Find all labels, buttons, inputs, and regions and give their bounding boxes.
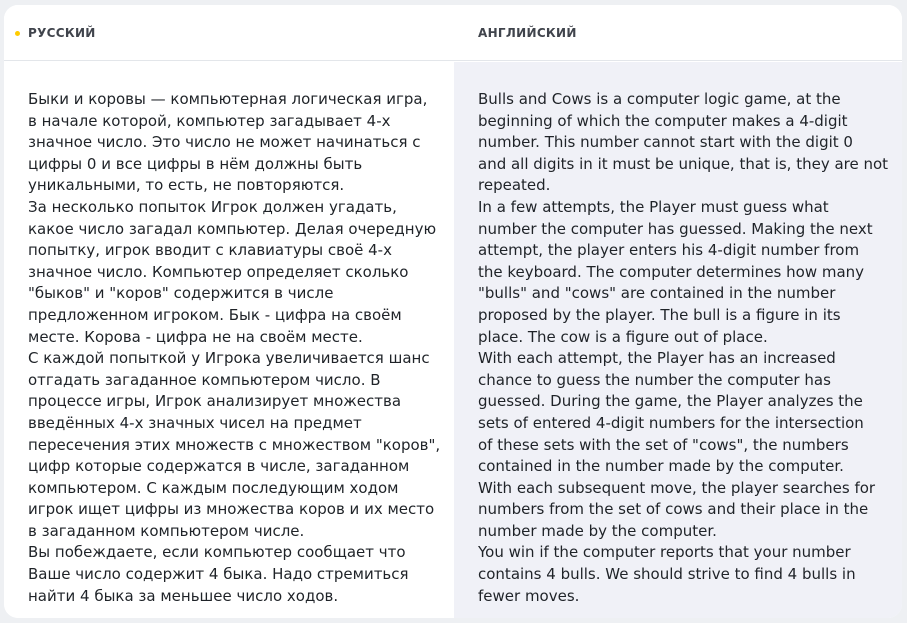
- source-text-input[interactable]: [28, 89, 440, 607]
- source-text-line: отгадать загаданное компьютером число. В: [28, 370, 381, 389]
- target-text-line: contains 4 bulls. We should strive to find 4 bulls in: [478, 565, 856, 584]
- target-text-line: sets of entered 4-digit numbers for the intersection: [478, 413, 864, 432]
- target-text-line: In a few attempts, the Player must guess what: [478, 197, 829, 216]
- translation-output: [478, 89, 890, 607]
- target-text-line: repeated.: [478, 176, 551, 195]
- target-text-line: place. The cow is a figure out of place.: [478, 327, 768, 346]
- target-text-line: fewer moves.: [478, 586, 580, 605]
- source-text-line: месте. Корова - цифра не на своём месте.: [28, 327, 363, 346]
- target-text-line: number the computer has guessed. Making the next: [478, 219, 873, 238]
- target-text-line: With each attempt, the Player has an increased: [478, 349, 836, 368]
- source-text-line: попытку, игрок вводит с клавиатуры своё 4-х: [28, 241, 392, 260]
- translation-panel: [454, 62, 902, 618]
- target-text-line: number made by the computer.: [478, 521, 717, 540]
- active-language-dot-icon: [15, 31, 20, 36]
- source-text-line: За несколько попыток Игрок должен угадать,: [28, 197, 397, 216]
- target-text-line: contained in the number made by the computer.: [478, 457, 844, 476]
- target-text-line: and all digits in it must be unique, that is, they are not: [478, 154, 889, 173]
- target-text-line: "bulls" and "cows" are contained in the number: [478, 284, 836, 303]
- source-text-line: цифры 0 и все цифры в нём должны быть: [28, 154, 363, 173]
- target-text-line: numbers from the set of cows and their place in the: [478, 500, 869, 519]
- source-text-line: С каждой попыткой у Игрока увеличивается шанс: [28, 349, 430, 368]
- source-text-line: Ваше число содержит 4 быка. Надо стремиться: [28, 565, 409, 584]
- source-text-line: введённых 4-х значных чисел на предмет: [28, 413, 362, 432]
- source-text-line: Быки и коровы — компьютерная логическая игра,: [28, 90, 428, 108]
- source-text-line: предложенном игроком. Бык - цифра на своём: [28, 305, 402, 324]
- target-text-line: guessed. During the game, the Player analyzes the: [478, 392, 863, 411]
- source-text-line: "быков" и "коров" содержится в числе: [28, 284, 334, 303]
- target-language-selector[interactable]: АНГЛИЙСКИЙ: [478, 26, 577, 40]
- source-text-line: цифр которые содержатся в числе, загаданном: [28, 457, 410, 476]
- language-header: [4, 5, 902, 61]
- source-text-line: Вы побеждаете, если компьютер сообщает что: [28, 543, 406, 562]
- source-text-line: найти 4 быка за меньшее число ходов.: [28, 586, 339, 605]
- source-text-line: пересечения этих множеств с множеством "коров",: [28, 435, 441, 454]
- source-text-line: значное число. Компьютер определяет сколько: [28, 262, 409, 281]
- source-text-line: значное число. Это число не может начинаться с: [28, 133, 421, 152]
- translator-card: [4, 5, 902, 618]
- target-text-line: With each subsequent move, the player searches for: [478, 478, 876, 497]
- target-text-line: Bulls and Cows is a computer logic game, at the: [478, 90, 841, 108]
- source-text-panel[interactable]: [4, 62, 454, 618]
- target-text-line: attempt, the player enters his 4-digit number from: [478, 241, 860, 260]
- source-text-line: игрок ищет цифры из множества коров и их место: [28, 500, 435, 519]
- target-text-line: beginning of which the computer makes a 4-digit: [478, 111, 848, 130]
- source-text-line: в загаданном компьютером числе.: [28, 521, 305, 540]
- source-text-line: какое число загадал компьютер. Делая очередную: [28, 219, 437, 238]
- target-text-line: of these sets with the set of "cows", the numbers: [478, 435, 849, 454]
- source-language-selector[interactable]: РУССКИЙ: [28, 26, 96, 40]
- source-text-line: процессе игры, Игрок анализирует множества: [28, 392, 402, 411]
- source-text-line: уникальными, то есть, не повторяются.: [28, 176, 345, 195]
- target-text-line: chance to guess the number the computer has: [478, 370, 831, 389]
- target-text-line: number. This number cannot start with the digit 0: [478, 133, 853, 152]
- target-text-line: proposed by the player. The bull is a figure in its: [478, 305, 841, 324]
- target-text-line: You win if the computer reports that your number: [478, 543, 851, 562]
- source-text-line: в начале которой, компьютер загадывает 4-х: [28, 111, 391, 130]
- target-text-line: the keyboard. The computer determines how many: [478, 262, 865, 281]
- source-text-line: компьютером. С каждым последующим ходом: [28, 478, 399, 497]
